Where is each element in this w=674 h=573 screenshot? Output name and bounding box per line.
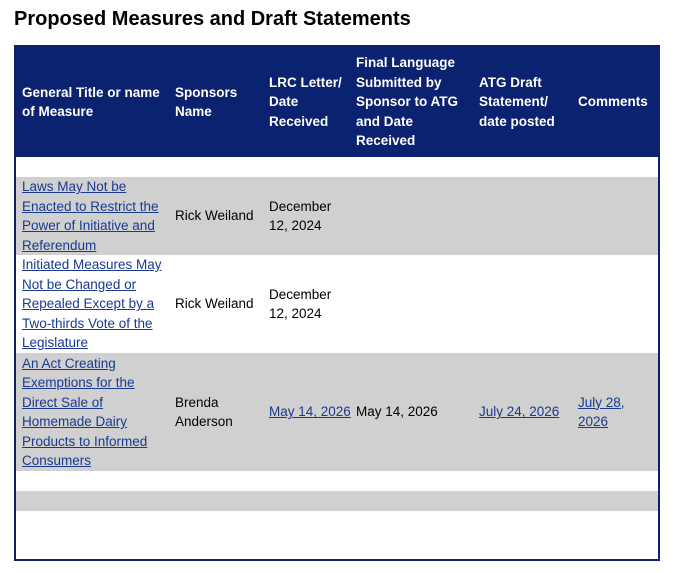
empty-row: [16, 471, 658, 491]
atg-draft-link[interactable]: July 24, 2026: [479, 404, 560, 420]
atg-draft-cell: [479, 255, 575, 353]
column-header-atg-draft: [479, 47, 575, 157]
measure-title-cell: [22, 177, 172, 255]
measure-title-cell: [22, 353, 172, 471]
final-language-cell: [356, 255, 476, 353]
empty-row: [16, 511, 658, 559]
final-language-cell: [356, 177, 476, 255]
atg-draft-cell: [479, 177, 575, 255]
sponsor-cell: Brenda Anderson: [175, 394, 233, 429]
measure-title-link[interactable]: Laws May Not be Enacted to Restrict the Power of Initiative and Referendum: [22, 179, 159, 253]
comments-link[interactable]: July 28, 2026: [578, 394, 625, 429]
measures-table: [14, 45, 660, 561]
empty-row: [16, 491, 658, 511]
sponsor-cell: Rick Weiland: [175, 208, 254, 224]
table-header-row: [16, 47, 658, 157]
lrc-date-cell: December 12, 2024: [269, 198, 332, 233]
column-header-atg-draft-text: ATG Draft Statement/ date posted: [479, 74, 555, 129]
table-row: [16, 177, 658, 255]
lrc-letter-link[interactable]: May 14, 2026: [269, 404, 351, 420]
column-header-lrc-date-text: LRC Letter/ Date Received: [269, 74, 342, 129]
lrc-date-cell: [269, 353, 353, 471]
atg-draft-cell: [479, 353, 575, 471]
measure-title-link[interactable]: Initiated Measures May Not be Changed or Repealed Except by a Two-thirds Vote of the Legislature: [22, 257, 162, 351]
spacer-row: [16, 157, 658, 177]
column-header-comments: [578, 47, 658, 157]
column-header-sponsor: [175, 47, 265, 157]
comments-cell: [578, 255, 658, 353]
comments-cell: [578, 177, 658, 255]
column-header-final-language-text: Final Language Submitted by Sponsor to ATG and Date Received: [356, 55, 458, 149]
column-header-lrc-date: [269, 47, 353, 157]
sponsor-cell: Rick Weiland: [175, 296, 254, 312]
page-title: Proposed Measures and Draft Statements: [14, 8, 411, 30]
column-header-sponsor-text: Sponsors Name: [175, 84, 238, 119]
column-header-title-text: General Title or name of Measure: [22, 84, 160, 119]
column-header-final-language: [356, 47, 476, 157]
measure-title-link[interactable]: An Act Creating Exemptions for the Direct Sale of Homemade Dairy Products to Informed Consumers: [22, 355, 148, 468]
column-header-comments-text: Comments: [578, 94, 648, 110]
lrc-date-cell: December 12, 2024: [269, 286, 332, 321]
column-header-title: [22, 47, 172, 157]
measure-title-cell: [22, 255, 172, 353]
comments-cell: [578, 353, 658, 471]
table-row: [16, 353, 658, 471]
final-language-cell: May 14, 2026: [356, 404, 438, 420]
table-row: [16, 255, 658, 353]
